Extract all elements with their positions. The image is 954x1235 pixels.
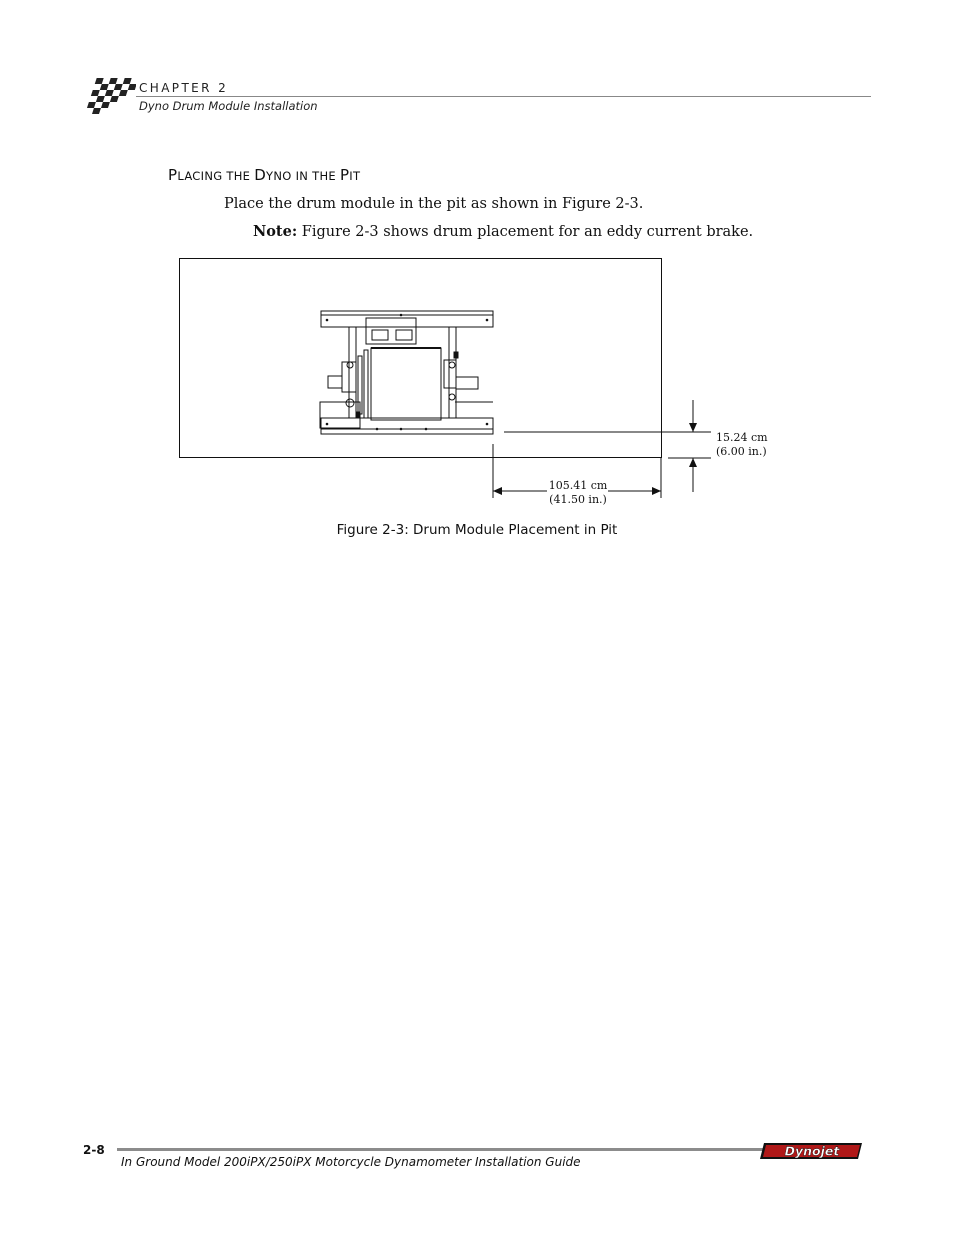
footer-guide-title: In Ground Model 200iPX/250iPX Motorcycle Dynamometer Installation Guide xyxy=(121,1155,581,1169)
section-heading: PLACING THE DYNO IN THE PIT xyxy=(168,166,361,184)
dynojet-logo-text: Dynojet xyxy=(784,1143,840,1159)
width-dimension-metric: 105.41 cm xyxy=(548,479,608,492)
header-rule xyxy=(136,96,871,97)
note-paragraph xyxy=(253,223,753,240)
bolt-holes xyxy=(326,314,489,431)
height-dimension-imperial: (6.00 in.) xyxy=(716,445,767,458)
pit-outline xyxy=(180,259,662,458)
drum-module-drawing xyxy=(320,311,493,434)
footer-rule xyxy=(117,1148,763,1151)
height-dimension-metric: 15.24 cm xyxy=(716,431,768,444)
height-dimension xyxy=(504,400,711,492)
chapter-label: CHAPTER 2 xyxy=(139,81,229,95)
width-dimension-imperial: (41.50 in.) xyxy=(549,493,607,506)
note-label: Note: xyxy=(253,223,298,240)
page-number: 2-8 xyxy=(83,1143,105,1157)
drum-placement-figure xyxy=(170,252,790,510)
note-text: Figure 2-3 shows drum placement for an eddy current brake. xyxy=(297,224,754,240)
chapter-subtitle: Dyno Drum Module Installation xyxy=(139,99,318,113)
body-paragraph: Place the drum module in the pit as shown in Figure 2-3. xyxy=(224,196,644,212)
figure-caption: Figure 2-3: Drum Module Placement in Pit xyxy=(336,522,618,538)
checkered-flag-icon xyxy=(78,74,136,120)
dynojet-logo xyxy=(760,1140,866,1162)
